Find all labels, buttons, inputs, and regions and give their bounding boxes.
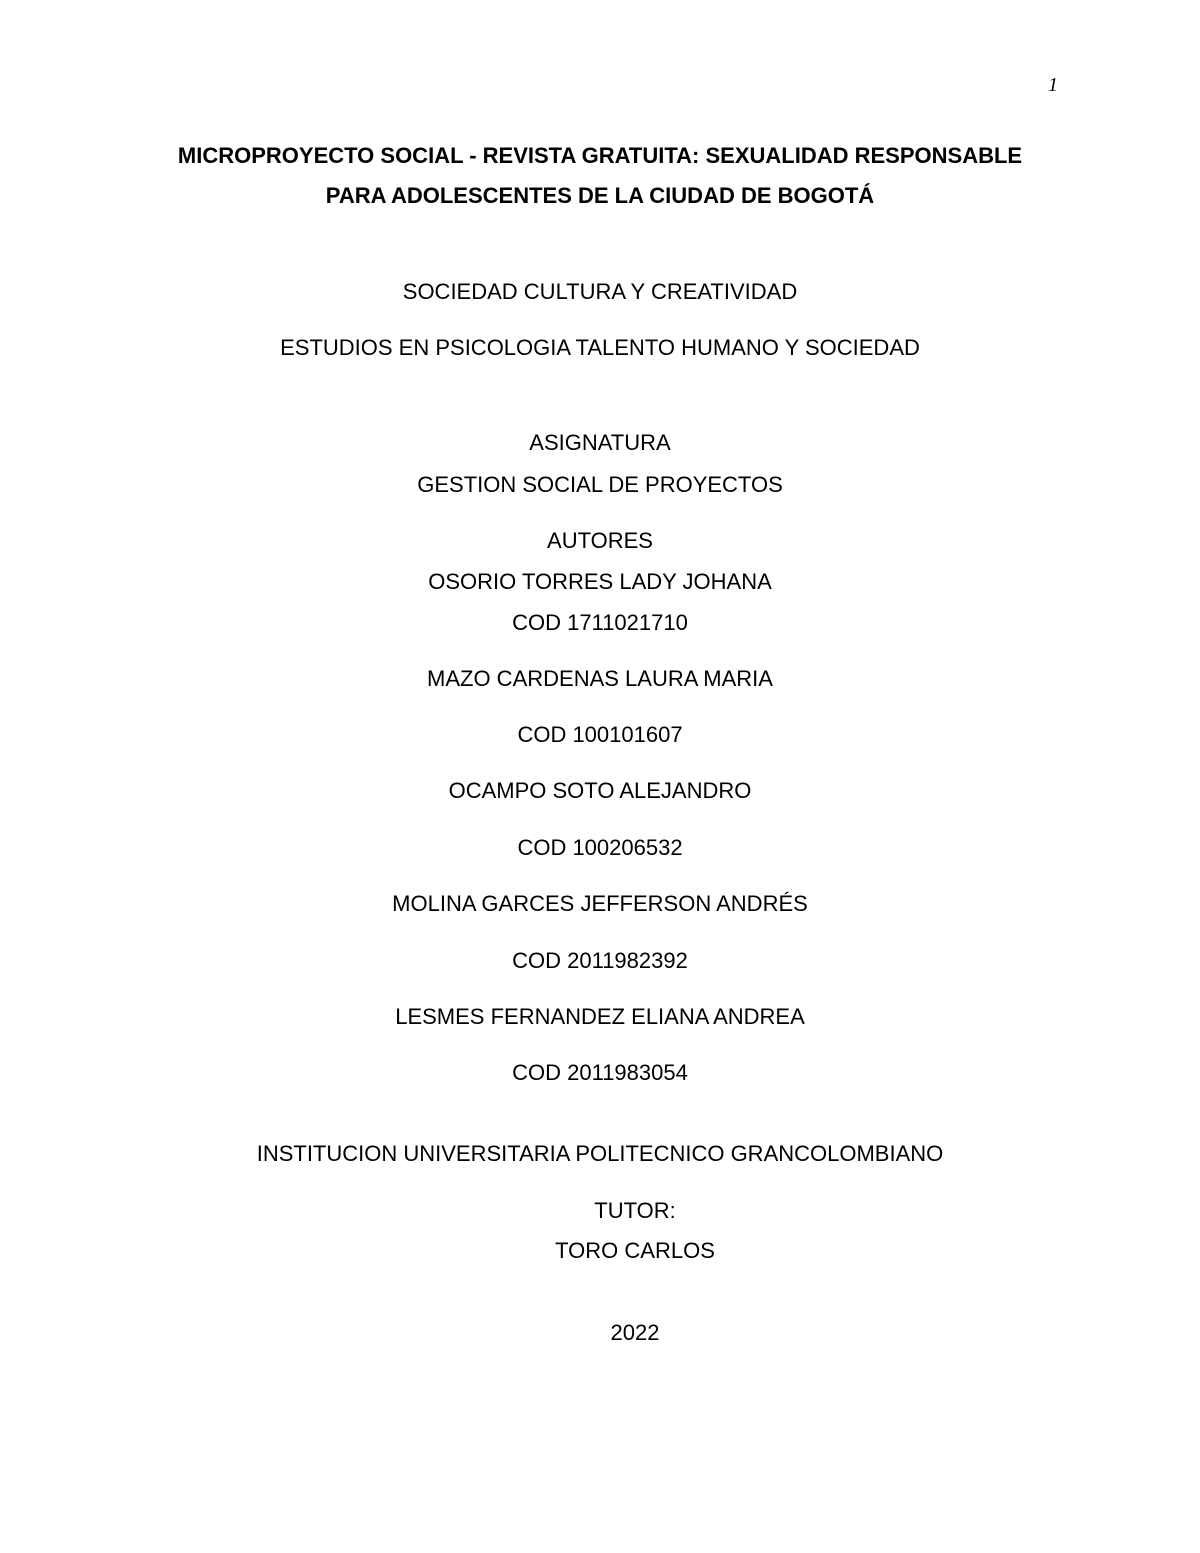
author-name: OSORIO TORRES LADY JOHANA	[428, 569, 772, 594]
subject-label: ASIGNATURA	[529, 430, 671, 455]
title-line-2: PARA ADOLESCENTES DE LA CIUDAD DE BOGOTÁ	[325, 183, 875, 208]
tutor-name: TORO CARLOS	[555, 1238, 715, 1263]
author-name: MOLINA GARCES JEFFERSON ANDRÉS	[392, 891, 808, 916]
program-line-2: ESTUDIOS EN PSICOLOGIA TALENTO HUMANO Y SOCIEDAD	[280, 335, 920, 360]
author-code: COD 1711021710	[512, 610, 688, 635]
author-code: COD 100206532	[517, 835, 683, 860]
title-line-1: MICROPROYECTO SOCIAL - REVISTA GRATUITA: SEXUALIDAD RESPONSABLE	[177, 143, 1023, 168]
author-name: OCAMPO SOTO ALEJANDRO	[448, 778, 752, 803]
institution-name: INSTITUCION UNIVERSITARIA POLITECNICO GRANCOLOMBIANO	[256, 1141, 944, 1166]
page-number: 1	[1048, 74, 1058, 96]
subject-name: GESTION SOCIAL DE PROYECTOS	[417, 472, 783, 497]
author-name: MAZO CARDENAS LAURA MARIA	[427, 666, 773, 691]
author-name: LESMES FERNANDEZ ELIANA ANDREA	[395, 1004, 805, 1029]
authors-label: AUTORES	[547, 528, 653, 553]
author-code: COD 2011982392	[512, 948, 688, 973]
year: 2022	[610, 1320, 660, 1345]
author-code: COD 100101607	[517, 722, 683, 747]
author-code: COD 2011983054	[512, 1060, 688, 1085]
program-line-1: SOCIEDAD CULTURA Y CREATIVIDAD	[402, 279, 798, 304]
tutor-label: TUTOR:	[594, 1198, 676, 1223]
